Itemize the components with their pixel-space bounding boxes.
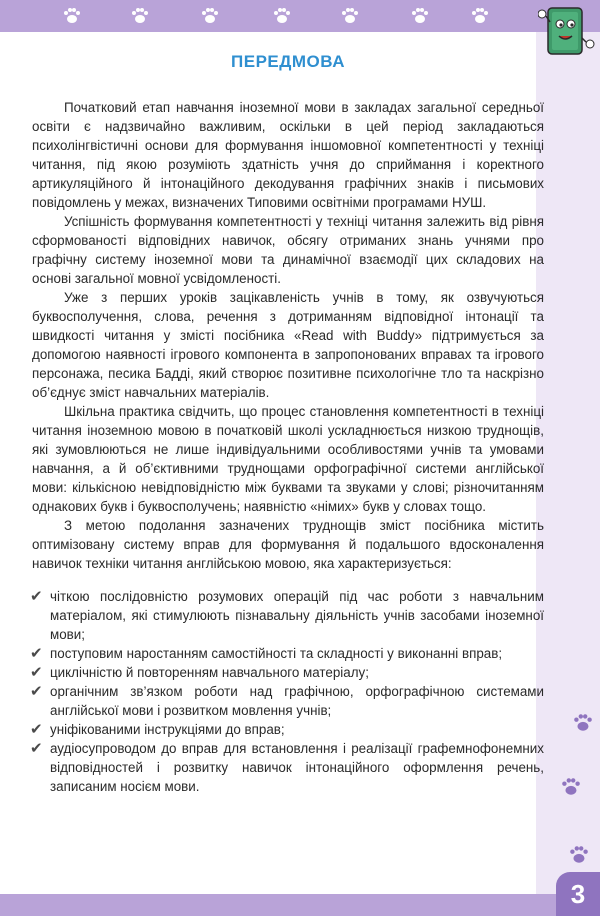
check-icon: ✔ bbox=[30, 721, 43, 738]
check-icon: ✔ bbox=[30, 683, 43, 700]
list-item-text: уніфікованими інструкціями до вправ; bbox=[50, 722, 285, 737]
page-title: ПЕРЕДМОВА bbox=[231, 52, 345, 71]
list-item-text: органічним зв’язком роботи над графічною, орфографічною системами англійської мови і розвитком мовлення учнів; bbox=[50, 684, 544, 718]
list-item bbox=[32, 739, 544, 796]
paw-print-icon bbox=[572, 712, 594, 734]
paw-print-icon bbox=[272, 6, 292, 26]
list-item-text: поступовим наростанням самостійності та складності у виконанні вправ; bbox=[50, 646, 503, 661]
list-item-text: циклічністю й повторенням навчального матеріалу; bbox=[50, 665, 369, 680]
paw-print-icon bbox=[62, 6, 82, 26]
paw-print-icon bbox=[568, 844, 590, 866]
page-number: 3 bbox=[570, 878, 586, 909]
paw-print-icon bbox=[470, 6, 490, 26]
check-icon: ✔ bbox=[30, 740, 43, 757]
paw-print-icon bbox=[340, 6, 360, 26]
list-item bbox=[32, 644, 544, 663]
paw-print-icon bbox=[560, 776, 582, 798]
list-item-text: аудіосупроводом до вправ для встановлення і реалізації графемнофонемних відповідностей і розвитку навичок інтонаційного оформлення речень, записаним носієм мови. bbox=[50, 741, 544, 794]
feature-list bbox=[32, 587, 544, 796]
check-icon: ✔ bbox=[30, 588, 43, 605]
list-item bbox=[32, 587, 544, 644]
paw-print-icon bbox=[130, 6, 150, 26]
paw-print-icon bbox=[410, 6, 430, 26]
paragraph: Шкільна практика свідчить, що процес становлення компетентності в техніці читання іноземною мовою в початковій школі ускладнюється низкою труднощів, які зумовлюються не лише індивідуальними особливостями учнів та умовами навчання, а й об’єктивними труднощами орфографічної системи англійської мови: кількісною невідповідністю між буквами та звуками у слові; різночитанням однакових букв і буквосполучень; наявністю «німих» букв у словах тощо. bbox=[32, 404, 544, 514]
bottom-band bbox=[0, 894, 600, 916]
book-mascot-icon bbox=[538, 0, 596, 62]
paragraph: Уже з перших уроків зацікавленість учнів в тому, як озвучуються буквосполучення, слова, речення з дотриманням відповідної інтонації та швидкості читання у змісті посібника «Read with Buddy» підтримується за допомогою наявності ігрового компонента в запропонованих вправах та ігрового персонажа, песика Бадді, який створює позитивне психологічне тло та наскрізно об’єднує зміст навчальних матеріалів. bbox=[32, 290, 544, 400]
paragraph: Початковий етап навчання іноземної мови в закладах загальної середньої освіти є надзвичайно важливим, оскільки в цей період закладаються психолінгвістичні основи для формування іншомовної компетентності у техніці читання, під якою розуміють здатність учня до сприймання і коректного артикуляційного й інтонаційного декодування графічних знаків і письмових повідомлень у межах, визначених Типовими освітніми програмами НУШ. bbox=[32, 100, 544, 210]
list-item bbox=[32, 663, 544, 682]
list-item bbox=[32, 682, 544, 720]
main-content bbox=[32, 46, 544, 796]
paragraph: Успішність формування компетентності у техніці читання залежить від рівня сформованості відповідних навичок, обсягу отриманих знань учнями про графічну систему іноземної мови та динамічної взаємодії цих складових на основі загальної мовної усвідомленості. bbox=[32, 214, 544, 286]
paw-print-icon bbox=[200, 6, 220, 26]
list-item bbox=[32, 720, 544, 739]
check-icon: ✔ bbox=[30, 664, 43, 681]
page-number-tab bbox=[556, 872, 600, 916]
check-icon: ✔ bbox=[30, 645, 43, 662]
top-band bbox=[0, 0, 600, 32]
paragraph: З метою подолання зазначених труднощів зміст посібника містить оптимізовану систему вправ для формування й подальшого вдосконалення навичок техніки читання англійською мовою, яка характеризується: bbox=[32, 518, 544, 571]
list-item-text: чіткою послідовністю розумових операцій під час роботи з навчальним матеріалом, які стимулюють пізнавальну діяльність учнів засобами іноземної мови; bbox=[50, 589, 544, 642]
